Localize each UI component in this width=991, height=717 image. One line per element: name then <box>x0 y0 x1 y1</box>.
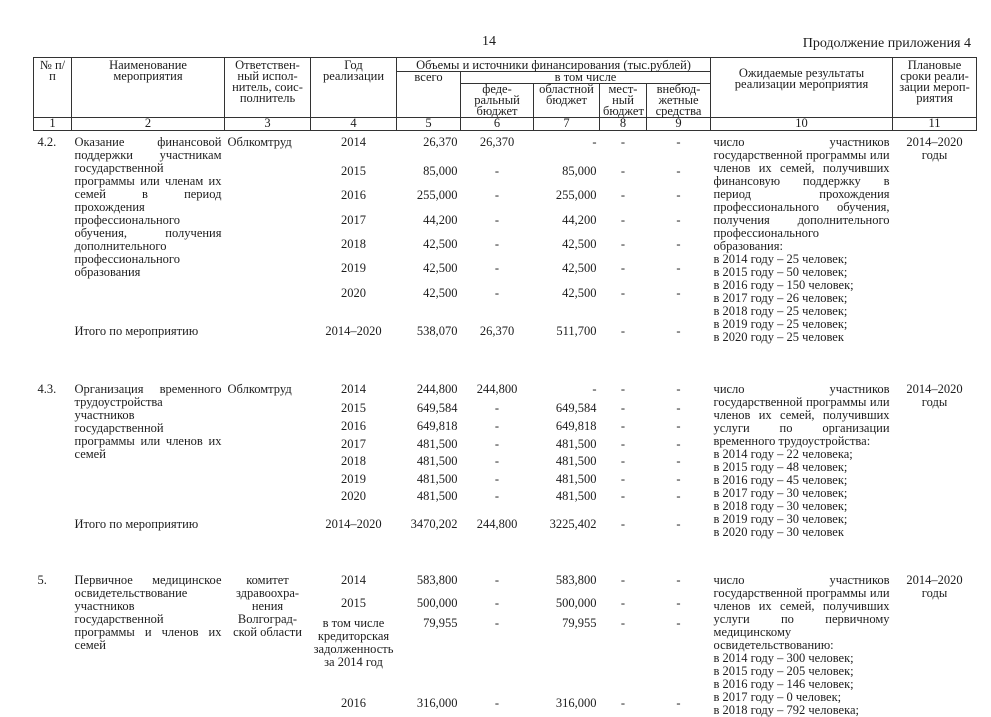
col-number: 7 <box>534 118 600 131</box>
offbudget-cell: - <box>647 402 711 420</box>
result-item: в 2019 году – 30 человек; <box>714 513 890 526</box>
regional-cell: 500,000 <box>534 597 600 617</box>
federal-cell: - <box>461 402 534 420</box>
total-cell: 255,000 <box>397 189 461 213</box>
header-total: всего <box>397 72 461 118</box>
result-item: в 2018 году – 792 человека; <box>714 704 890 717</box>
total-cell: 481,500 <box>397 490 461 508</box>
result-description: число участников государственной программы или членов их семей, получивших услуги по первичному медицинскому освидетельствованию: <box>714 574 890 652</box>
row-number: 4.3. <box>34 378 72 508</box>
col-number: 2 <box>72 118 225 131</box>
total-cell: 42,500 <box>397 238 461 262</box>
regional-cell: 316,000 <box>534 697 600 717</box>
subtotal-federal: 244,800 <box>461 508 534 539</box>
result-item: в 2018 году – 25 человек; <box>714 305 890 318</box>
local-cell: - <box>600 490 647 508</box>
regional-cell: - <box>534 131 600 166</box>
header-year: Год реализации <box>311 58 397 118</box>
regional-cell: 649,584 <box>534 402 600 420</box>
federal-cell: - <box>461 287 534 311</box>
federal-cell: - <box>461 238 534 262</box>
result-item: в 2020 году – 25 человек <box>714 331 890 344</box>
offbudget-cell: - <box>647 189 711 213</box>
federal-cell: - <box>461 617 534 697</box>
regional-cell: 85,000 <box>534 165 600 189</box>
result-item: в 2016 году – 146 человек; <box>714 678 890 691</box>
result-item: в 2017 году – 26 человек; <box>714 292 890 305</box>
year-cell: в том числе кредиторская задолженность за 2014 год <box>311 617 397 697</box>
header-including: в том числе <box>461 72 711 84</box>
local-cell: - <box>600 214 647 238</box>
year-cell: 2015 <box>311 402 397 420</box>
year-cell: 2019 <box>311 473 397 491</box>
col-number: 8 <box>600 118 647 131</box>
offbudget-cell: - <box>647 569 711 597</box>
subtotal-total: 3470,202 <box>397 508 461 539</box>
federal-cell: - <box>461 697 534 717</box>
result-item: в 2016 году – 150 человек; <box>714 279 890 292</box>
offbudget-cell: - <box>647 697 711 717</box>
activity-name: Оказание финансовой поддержки участникам государственной программы или членам их семей в период прохождения профессионального обучения, получения дополнительного профессионального образования <box>72 131 225 312</box>
regional-cell: 42,500 <box>534 262 600 286</box>
col-number: 11 <box>893 118 977 131</box>
offbudget-cell: - <box>647 378 711 402</box>
total-cell: 42,500 <box>397 287 461 311</box>
total-cell: 42,500 <box>397 262 461 286</box>
local-cell: - <box>600 697 647 717</box>
year-cell: 2019 <box>311 262 397 286</box>
spacer-cell <box>34 539 977 569</box>
year-cell: 2014 <box>311 378 397 402</box>
total-cell: 583,800 <box>397 569 461 597</box>
regional-cell: 481,500 <box>534 455 600 473</box>
offbudget-cell: - <box>647 238 711 262</box>
header-responsible: Ответствен-ный испол-нитель, соис-полнитель <box>225 58 311 118</box>
year-cell: 2014 <box>311 569 397 597</box>
regional-cell: 42,500 <box>534 238 600 262</box>
offbudget-cell: - <box>647 490 711 508</box>
regional-cell: 481,500 <box>534 438 600 456</box>
local-cell: - <box>600 287 647 311</box>
header-local: мест-ный бюджет <box>600 84 647 118</box>
offbudget-cell: - <box>647 617 711 697</box>
header-federal: феде-ральный бюджет <box>461 84 534 118</box>
year-cell: 2020 <box>311 490 397 508</box>
local-cell: - <box>600 189 647 213</box>
result-item: в 2017 году – 0 человек; <box>714 691 890 704</box>
col-number: 4 <box>311 118 397 131</box>
regional-cell: - <box>534 378 600 402</box>
offbudget-cell: - <box>647 262 711 286</box>
total-cell: 481,500 <box>397 438 461 456</box>
total-cell: 500,000 <box>397 597 461 617</box>
spacer-cell <box>34 344 977 378</box>
col-number: 9 <box>647 118 711 131</box>
federal-cell: 26,370 <box>461 131 534 166</box>
table-body <box>34 131 977 717</box>
local-cell: - <box>600 617 647 697</box>
col-number: 6 <box>461 118 534 131</box>
offbudget-cell: - <box>647 438 711 456</box>
result-item: в 2015 году – 50 человек; <box>714 266 890 279</box>
total-cell: 481,500 <box>397 455 461 473</box>
total-cell: 244,800 <box>397 378 461 402</box>
regional-cell: 481,500 <box>534 473 600 491</box>
year-cell: 2017 <box>311 438 397 456</box>
local-cell: - <box>600 438 647 456</box>
result-item: в 2015 году – 48 человек; <box>714 461 890 474</box>
page-number: 14 <box>482 34 496 50</box>
result-description: число участников государственной программы или членов их семей, получивших услуги по организации временного трудоустройства: <box>714 383 890 448</box>
subtotal-offbudget: - <box>647 311 711 344</box>
local-cell: - <box>600 131 647 166</box>
federal-cell: - <box>461 490 534 508</box>
header-funding: Объемы и источники финансирования (тыс.рублей) <box>397 58 711 72</box>
offbudget-cell: - <box>647 473 711 491</box>
regional-cell: 583,800 <box>534 569 600 597</box>
col-number: 3 <box>225 118 311 131</box>
result-item: в 2018 году – 30 человек; <box>714 500 890 513</box>
federal-cell: - <box>461 597 534 617</box>
result-item: в 2014 году – 25 человек; <box>714 253 890 266</box>
table-row <box>34 131 977 166</box>
offbudget-cell: - <box>647 214 711 238</box>
header-regional: областной бюджет <box>534 84 600 118</box>
federal-cell: 244,800 <box>461 378 534 402</box>
subtotal-regional: 511,700 <box>534 311 600 344</box>
year-cell: 2018 <box>311 238 397 262</box>
program-table <box>33 57 977 717</box>
federal-cell: - <box>461 165 534 189</box>
offbudget-cell: - <box>647 165 711 189</box>
year-cell: 2016 <box>311 697 397 717</box>
local-cell: - <box>600 238 647 262</box>
regional-cell: 255,000 <box>534 189 600 213</box>
total-cell: 26,370 <box>397 131 461 166</box>
col-number: 1 <box>34 118 72 131</box>
subtotal-offbudget: - <box>647 508 711 539</box>
total-cell: 649,818 <box>397 420 461 438</box>
total-cell: 85,000 <box>397 165 461 189</box>
regional-cell: 79,955 <box>534 617 600 697</box>
regional-cell: 42,500 <box>534 287 600 311</box>
local-cell: - <box>600 378 647 402</box>
result-item: в 2020 году – 30 человек <box>714 526 890 539</box>
responsible-executor: комитет здравоохра-нения Волгоград-ской области <box>225 569 311 717</box>
subtotal-years: 2014–2020 <box>311 508 397 539</box>
expected-results <box>711 378 893 539</box>
federal-cell: - <box>461 438 534 456</box>
local-cell: - <box>600 473 647 491</box>
subtotal-spacer <box>34 311 72 344</box>
federal-cell: - <box>461 189 534 213</box>
year-cell: 2016 <box>311 420 397 438</box>
subtotal-regional: 3225,402 <box>534 508 600 539</box>
table-row <box>34 378 977 402</box>
header-terms: Плановые сроки реали-зации мероп-риятия <box>893 58 977 118</box>
col-number: 10 <box>711 118 893 131</box>
federal-cell: - <box>461 455 534 473</box>
local-cell: - <box>600 597 647 617</box>
local-cell: - <box>600 455 647 473</box>
result-item: в 2016 году – 45 человек; <box>714 474 890 487</box>
result-item: в 2017 году – 30 человек; <box>714 487 890 500</box>
expected-results <box>711 131 893 345</box>
row-number: 5. <box>34 569 72 717</box>
total-cell: 79,955 <box>397 617 461 697</box>
activity-name: Первичное медицинское освидетельствование участников государственной программы и членов их семей <box>72 569 225 717</box>
year-cell: 2020 <box>311 287 397 311</box>
offbudget-cell: - <box>647 287 711 311</box>
regional-cell: 44,200 <box>534 214 600 238</box>
header-offbudget: внебюд-жетные средства <box>647 84 711 118</box>
total-cell: 316,000 <box>397 697 461 717</box>
planned-term: 2014–2020 годы <box>893 378 977 539</box>
federal-cell: - <box>461 214 534 238</box>
local-cell: - <box>600 165 647 189</box>
total-cell: 481,500 <box>397 473 461 491</box>
header-name: Наименование мероприятия <box>72 58 225 118</box>
continuation-note: Продолжение приложения 4 <box>803 36 971 52</box>
expected-results <box>711 569 893 717</box>
year-cell: 2018 <box>311 455 397 473</box>
responsible-executor: Облкомтруд <box>225 378 311 508</box>
year-cell: 2015 <box>311 165 397 189</box>
subtotal-spacer <box>34 508 72 539</box>
table-row <box>34 569 977 597</box>
federal-cell: - <box>461 473 534 491</box>
responsible-executor: Облкомтруд <box>225 131 311 312</box>
result-item: в 2019 году – 25 человек; <box>714 318 890 331</box>
year-cell: 2016 <box>311 189 397 213</box>
subtotal-total: 538,070 <box>397 311 461 344</box>
federal-cell: - <box>461 262 534 286</box>
year-cell: 2014 <box>311 131 397 166</box>
year-cell: 2017 <box>311 214 397 238</box>
offbudget-cell: - <box>647 455 711 473</box>
offbudget-cell: - <box>647 420 711 438</box>
subtotal-local: - <box>600 508 647 539</box>
group-spacer <box>34 344 977 378</box>
local-cell: - <box>600 402 647 420</box>
subtotal-years: 2014–2020 <box>311 311 397 344</box>
regional-cell: 481,500 <box>534 490 600 508</box>
col-number: 5 <box>397 118 461 131</box>
regional-cell: 649,818 <box>534 420 600 438</box>
federal-cell: - <box>461 569 534 597</box>
subtotal-local: - <box>600 311 647 344</box>
activity-name: Организация временного трудоустройства участников государственной программы или членов их семей <box>72 378 225 508</box>
planned-term: 2014–2020 годы <box>893 569 977 717</box>
result-item: в 2014 году – 22 человека; <box>714 448 890 461</box>
local-cell: - <box>600 262 647 286</box>
group-spacer <box>34 539 977 569</box>
result-item: в 2015 году – 205 человек; <box>714 665 890 678</box>
subtotal-federal: 26,370 <box>461 311 534 344</box>
year-cell: 2015 <box>311 597 397 617</box>
subtotal-label: Итого по мероприятию <box>72 311 311 344</box>
result-description: число участников государственной программы или членов их семей, получивших финансовую поддержку в период прохождения профессионального обучения, получения дополнительного профессионального образования: <box>714 136 890 253</box>
federal-cell: - <box>461 420 534 438</box>
offbudget-cell: - <box>647 131 711 166</box>
offbudget-cell: - <box>647 597 711 617</box>
total-cell: 44,200 <box>397 214 461 238</box>
local-cell: - <box>600 420 647 438</box>
header-num: № п/п <box>34 58 72 118</box>
subtotal-label: Итого по мероприятию <box>72 508 311 539</box>
local-cell: - <box>600 569 647 597</box>
total-cell: 649,584 <box>397 402 461 420</box>
row-number: 4.2. <box>34 131 72 312</box>
result-item: в 2014 году – 300 человек; <box>714 652 890 665</box>
header-results: Ожидаемые результаты реализации мероприятия <box>711 58 893 118</box>
planned-term: 2014–2020 годы <box>893 131 977 345</box>
